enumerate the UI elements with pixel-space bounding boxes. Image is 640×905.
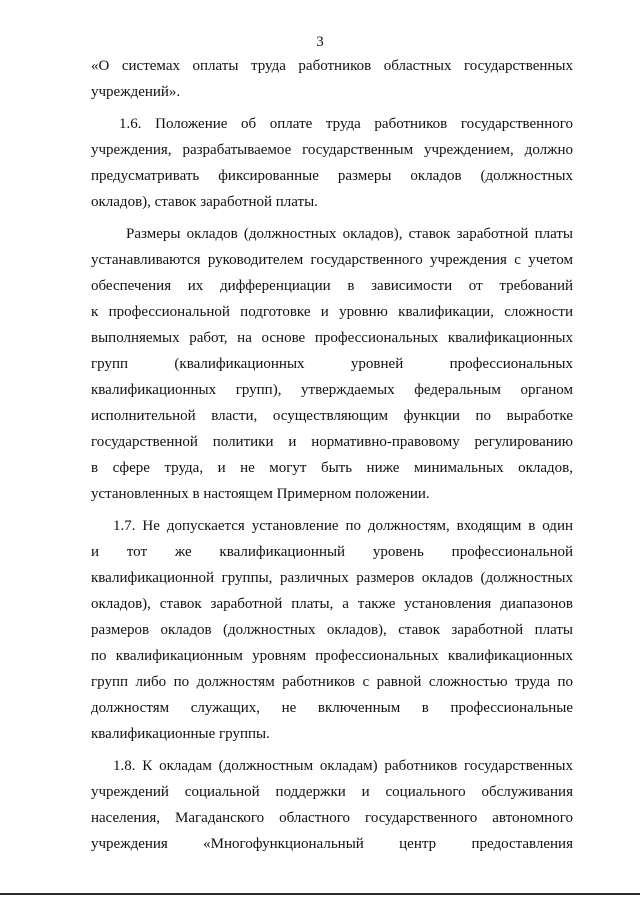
text-line: выполняемых работ, на основе профессиональных квалификационных xyxy=(91,330,573,346)
paragraph-intro xyxy=(91,53,573,105)
text-line: установленных в настоящем Примерном положении. xyxy=(91,486,430,502)
text-line: размеров окладов (должностных окладов), ставок заработной платы xyxy=(91,622,573,638)
text-line: к профессиональной подготовке и уровню квалификации, сложности xyxy=(91,304,573,320)
text-line: в сфере труда, и не могут быть ниже минимальных окладов, xyxy=(91,460,573,476)
text-line: государственной политики и нормативно-правовому регулированию xyxy=(91,434,573,450)
paragraph-1-8 xyxy=(91,753,573,857)
text-line: групп либо по должностям работников с равной сложностью труда по xyxy=(91,674,573,690)
text-line: учреждений». xyxy=(91,84,181,100)
text-line: устанавливаются руководителем государственного учреждения с учетом xyxy=(91,252,573,268)
page-number: 3 xyxy=(316,34,324,50)
paragraph-1-6 xyxy=(91,111,573,215)
text-line: «О системах оплаты труда работников областных государственных xyxy=(91,58,573,74)
text-line: квалификационной группы, различных размеров окладов (должностных xyxy=(91,570,573,586)
text-line: 1.6. Положение об оплате труда работников государственного xyxy=(119,116,573,132)
text-line: квалификационных групп), утверждаемых федеральным органом xyxy=(91,382,573,398)
text-line: окладов), ставок заработной платы, а также установления диапазонов xyxy=(91,596,573,612)
text-line: учреждения «Многофункциональный центр предоставления xyxy=(91,836,573,852)
paragraph-1-7 xyxy=(91,513,573,747)
text-line: Размеры окладов (должностных окладов), ставок заработной платы xyxy=(126,226,573,242)
text-line: обеспечения их дифференциации в зависимости от требований xyxy=(91,278,573,294)
text-line: и тот же квалификационный уровень профессиональной xyxy=(91,544,573,560)
paragraph-sizes xyxy=(91,221,573,507)
text-line: должностям служащих, не включенным в профессиональные xyxy=(91,700,573,716)
text-line: 1.8. К окладам (должностным окладам) работников государственных xyxy=(113,758,573,774)
text-line: квалификационные группы. xyxy=(91,726,270,742)
text-line: по квалификационным уровням профессиональных квалификационных xyxy=(91,648,573,664)
text-line: учреждений социальной поддержки и социального обслуживания xyxy=(91,784,573,800)
text-line: населения, Магаданского областного государственного автономного xyxy=(91,810,573,826)
text-line: исполнительной власти, осуществляющим функции по выработке xyxy=(91,408,573,424)
document-body xyxy=(91,53,573,857)
text-line: групп (квалификационных уровней профессиональных xyxy=(91,356,573,372)
text-line: предусматривать фиксированные размеры окладов (должностных xyxy=(91,168,573,184)
text-line: учреждения, разрабатываемое государственным учреждением, должно xyxy=(91,142,573,158)
text-line: 1.7. Не допускается установление по должностям, входящим в один xyxy=(113,518,573,534)
page-bottom-edge xyxy=(0,893,640,895)
text-line: окладов), ставок заработной платы. xyxy=(91,194,318,210)
